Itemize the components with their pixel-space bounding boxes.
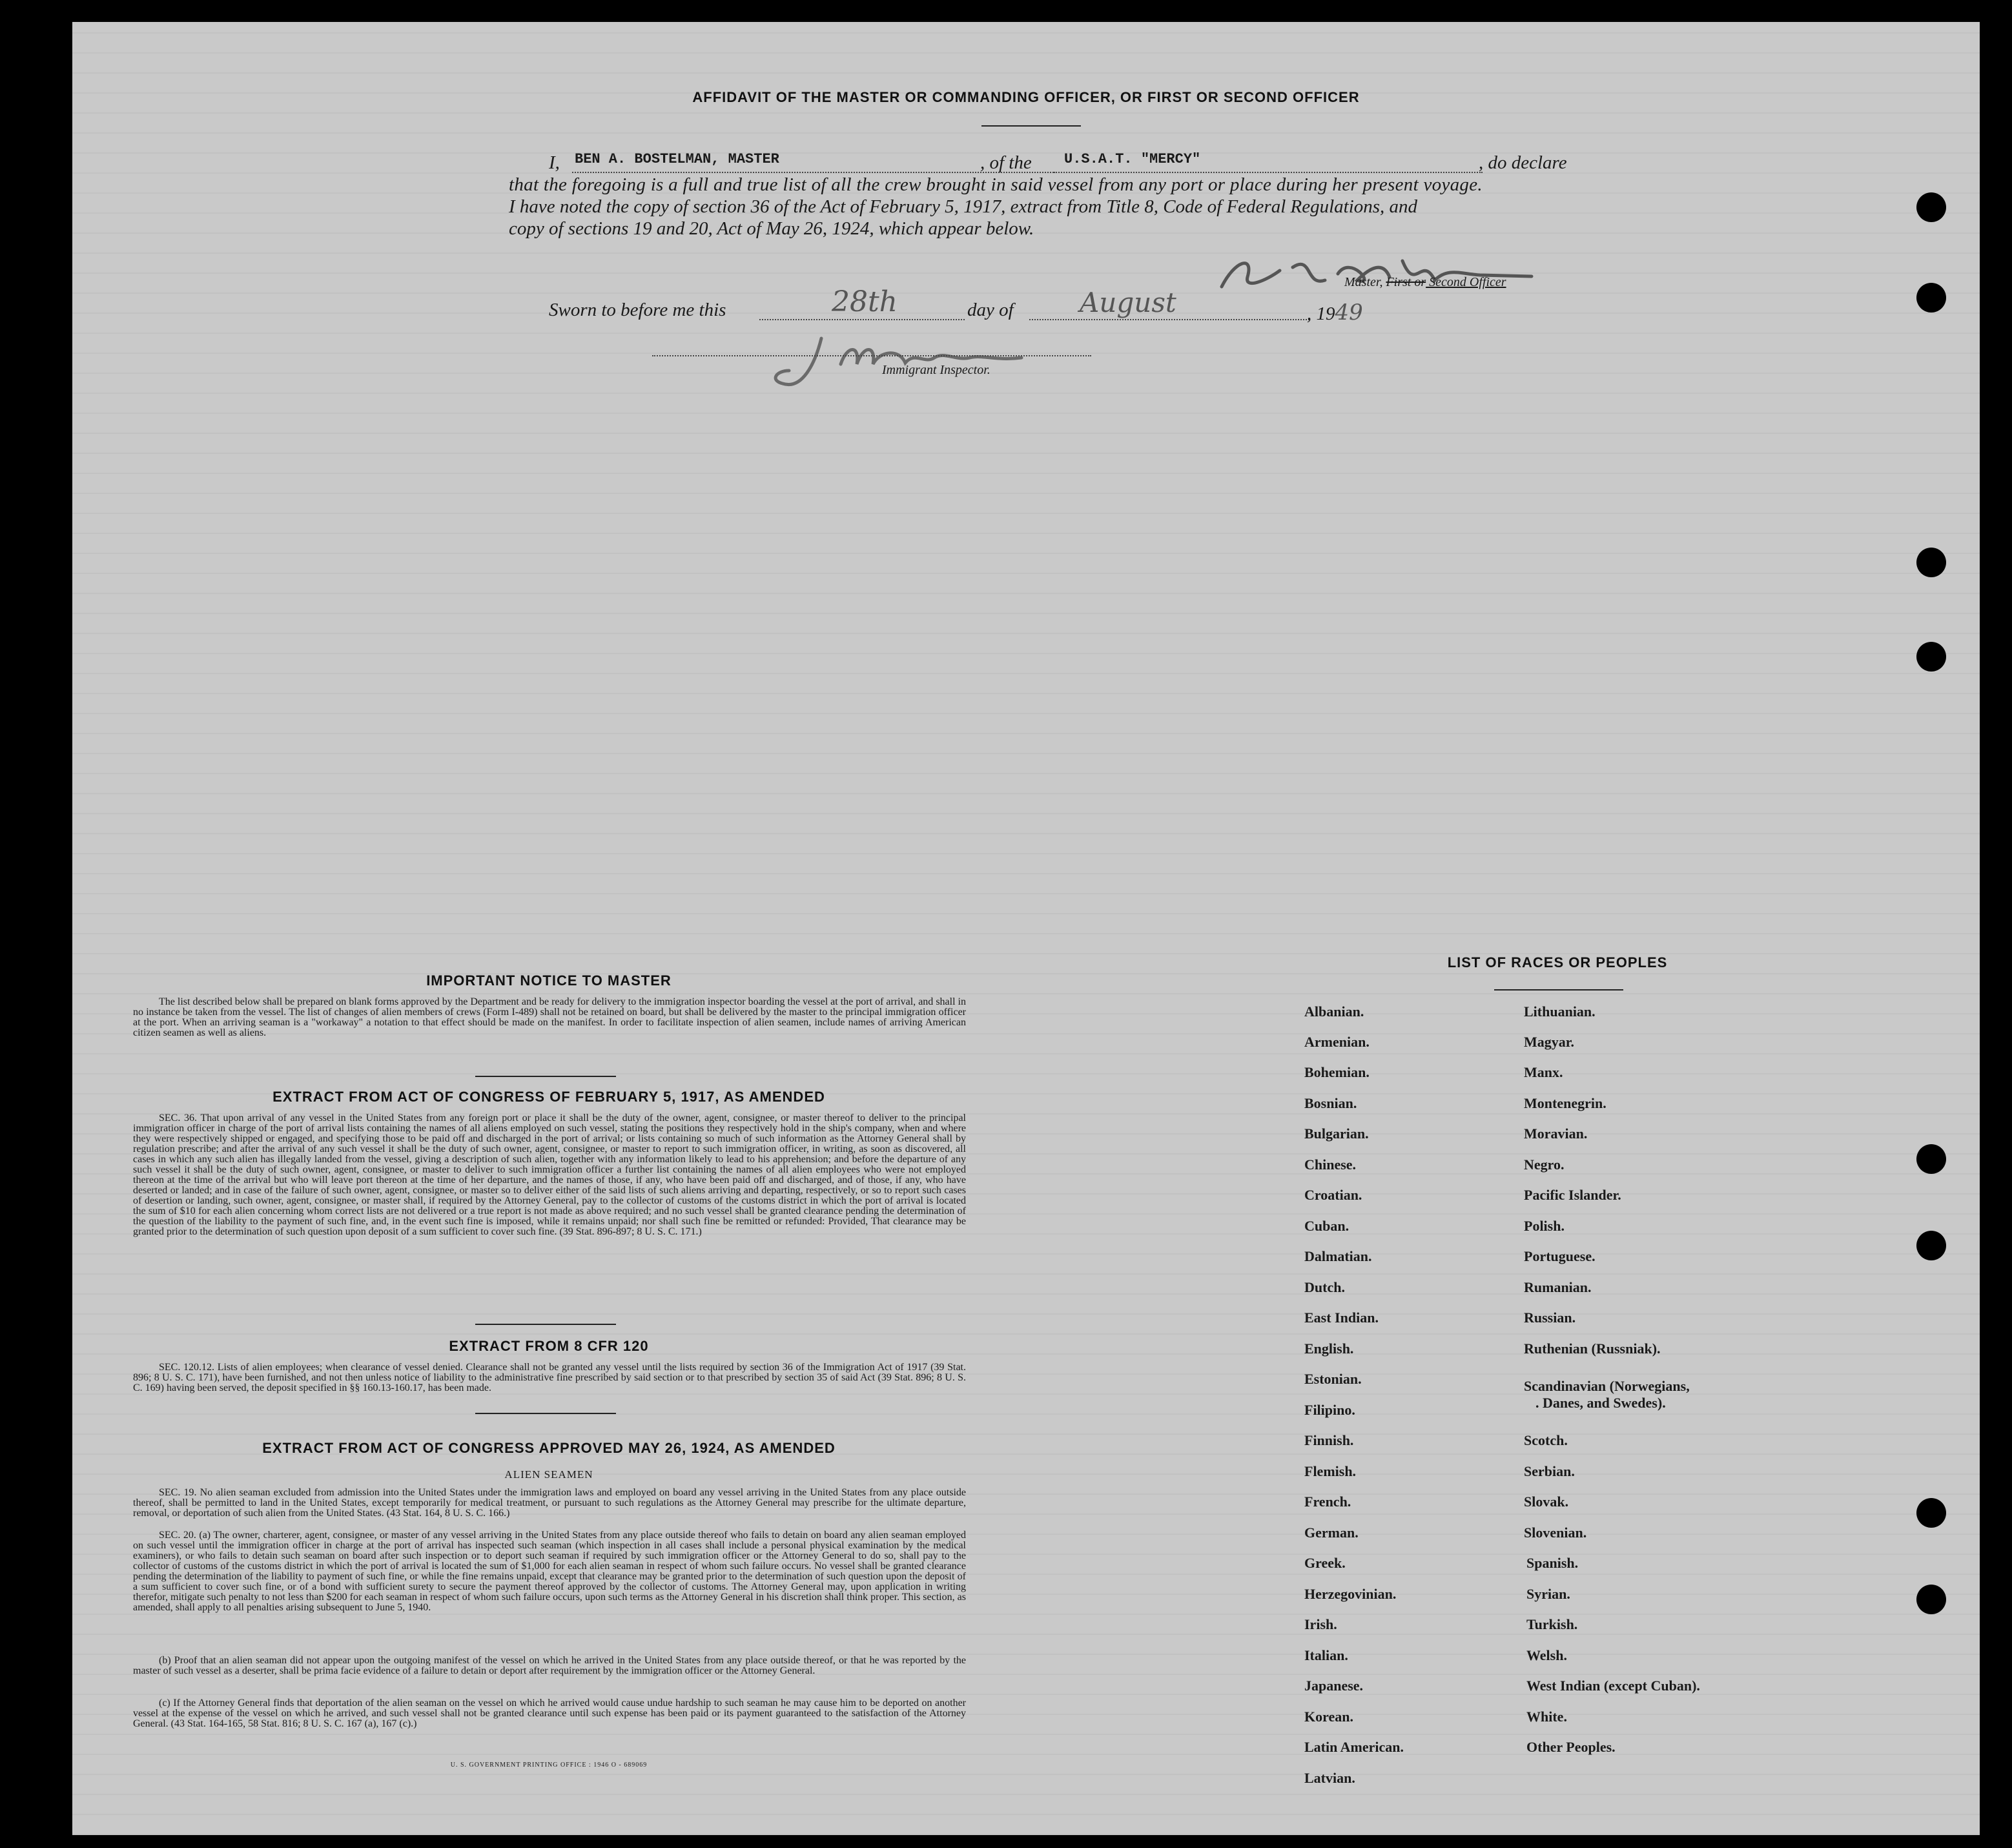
master-caption bbox=[1344, 275, 1506, 290]
race-left-item: Dutch. bbox=[1304, 1279, 1345, 1295]
notice-title: IMPORTANT NOTICE TO MASTER bbox=[426, 972, 672, 989]
race-right-item: Serbian. bbox=[1524, 1463, 1575, 1479]
extract-1924-title: EXTRACT FROM ACT OF CONGRESS APPROVED MAY 26, 1924, AS AMENDED bbox=[262, 1440, 836, 1456]
sworn-month: August bbox=[1080, 287, 1176, 318]
race-right-item: Negro. bbox=[1524, 1156, 1565, 1173]
race-left-item: Irish. bbox=[1304, 1616, 1337, 1632]
race-left-item: Cuban. bbox=[1304, 1218, 1350, 1234]
sworn-month-line bbox=[1029, 319, 1309, 320]
race-left-item: Greek. bbox=[1304, 1555, 1346, 1571]
race-left-item: Albanian. bbox=[1304, 1003, 1364, 1020]
printer-imprint: U. S. GOVERNMENT PRINTING OFFICE : 1946 O - 689069 bbox=[450, 1761, 648, 1769]
extract-1924-sec20c: (c) If the Attorney General finds that deportation of the alien seaman on the vessel on which he arrived would cause undue hardship to such seaman he may cause him to be deported on another vessel at the expense of the vessel on which he arrived, and such vessel shall not be granted clearance until such expense has been paid or its payment guaranteed to the satisfaction of the Attorney General. (43 Stat. 164-165, 58 Stat. 816; 8 U. S. C. 167 (a), 167 (c).) bbox=[133, 1698, 966, 1729]
vessel-name: U.S.A.T. "MERCY" bbox=[1064, 151, 1201, 167]
race-right-item: White. bbox=[1526, 1709, 1567, 1725]
extract-1924-sec20b: (b) Proof that an alien seaman did not appear upon the outgoing manifest of the vessel on which he arrived in the United States from any place outside thereof, or that he was reported by the master of such vessel as a deserter, shall be prima facie evidence of a failure to detain or deport after requirement by the immigration officer or the Attorney General. bbox=[133, 1655, 966, 1676]
race-right-item: Lithuanian. bbox=[1524, 1003, 1596, 1020]
extract-1917-body: SEC. 36. That upon arrival of any vessel in the United States from any foreign port or place it shall be the duty of the owner, agent, consignee, or master thereof to deliver to the principal immigration officer in charge of the port of arrival lists containing the names of all aliens employed on such vessel, stating the positions they respectively hold in the ship's company, when and where they were respectively shipped or engaged, and specifying those to be paid off and discharged in the port of arrival; or lists containing so much of such information as the Attorney General shall by regulation prescribe; and after the arrival of any such vessel it shall be the duty of such owner, agent, consignee, or master to report to such immigration officer, in writing, as soon as discovered, all cases in which any such alien has illegally landed from the vessel, giving a description of such alien, together with any information likely to lead to his apprehension; and before the departure of any such vessel it shall be the duty of such owner, agent, consignee, or master to deliver to such immigration officer a further list containing the names of all alien employees who were not employed thereon at the time of the arrival but who will leave port thereon at the time of her departure, and the names of those, if any, who have been paid off and discharged, and of those, if any, who have deserted or landed; and in case of the failure of such owner, agent, consignee, or master so to deliver either of the said lists of such aliens arriving and departing, respectively, or so to report such cases of desertion or landing, such owner, agent, consignee, or master shall, if required by the Attorney General, pay to the collector of customs of the customs district in which the port of arrival is located the sum of $10 for each alien concerning whom correct lists are not delivered or a true report is not made as above required; and no such vessel shall be granted clearance pending the determination of the question of the liability to the payment of such fine, and, in the event such fine is imposed, while it remains unpaid; nor shall such fine be remitted or refunded: Provided, That clearance may be granted prior to the determination of such question upon deposit of a sum sufficient to cover such fine. (39 Stat. 896-897; 8 U. S. C. 171.) bbox=[133, 1113, 966, 1237]
extract-1924-subtitle: ALIEN SEAMEN bbox=[504, 1468, 593, 1481]
binder-hole bbox=[1916, 1585, 1946, 1614]
extract-1917-title: EXTRACT FROM ACT OF CONGRESS OF FEBRUARY 5, 1917, AS AMENDED bbox=[272, 1089, 825, 1105]
binder-hole bbox=[1916, 1144, 1946, 1174]
race-right-item: Russian. bbox=[1524, 1309, 1576, 1326]
race-right-item: Other Peoples. bbox=[1526, 1739, 1616, 1755]
binder-hole bbox=[1916, 192, 1946, 222]
inspector-signature-line bbox=[652, 355, 1091, 356]
of-the-label: , of the bbox=[980, 152, 1032, 173]
race-right-item: Turkish. bbox=[1526, 1616, 1578, 1632]
race-right-item: Manx. bbox=[1524, 1064, 1563, 1080]
race-right-item: Moravian. bbox=[1524, 1125, 1588, 1142]
binder-hole bbox=[1916, 1231, 1946, 1260]
affidavit-i: I, bbox=[549, 152, 560, 173]
vessel-name-line bbox=[1054, 172, 1483, 173]
race-left-item: Bohemian. bbox=[1304, 1064, 1370, 1080]
affidavit-line-3: I have noted the copy of section 36 of the Act of February 5, 1917, extract from Title 8, Code of Federal Regulations, and bbox=[509, 196, 1418, 217]
master-signature bbox=[1209, 241, 1545, 300]
race-left-item: Bulgarian. bbox=[1304, 1125, 1369, 1142]
affidavit-title: AFFIDAVIT OF THE MASTER OR COMMANDING OFFICER, OR FIRST OR SECOND OFFICER bbox=[692, 89, 1360, 105]
sworn-day: 28th bbox=[832, 285, 898, 318]
divider bbox=[475, 1324, 616, 1325]
divider bbox=[475, 1076, 616, 1077]
race-right-item: Welsh. bbox=[1526, 1647, 1567, 1663]
race-right-item: Slovak. bbox=[1524, 1494, 1569, 1510]
race-left-item: Armenian. bbox=[1304, 1034, 1370, 1050]
race-right-item: Portuguese. bbox=[1524, 1248, 1596, 1264]
race-right-item: . Danes, and Swedes). bbox=[1535, 1395, 1666, 1411]
master-name: BEN A. BOSTELMAN, MASTER bbox=[575, 151, 779, 167]
race-left-item: Chinese. bbox=[1304, 1156, 1357, 1173]
race-left-item: Japanese. bbox=[1304, 1678, 1364, 1694]
race-right-item: Scotch. bbox=[1524, 1432, 1568, 1448]
race-left-item: Latvian. bbox=[1304, 1770, 1355, 1786]
inspector-caption: Immigrant Inspector. bbox=[882, 363, 991, 377]
race-left-item: Latin American. bbox=[1304, 1739, 1404, 1755]
race-left-item: Filipino. bbox=[1304, 1402, 1355, 1418]
extract-1924-sec19: SEC. 19. No alien seaman excluded from admission into the United States under the immigration laws and employed on board any vessel arriving in the United States from any place outside thereof, shall be permitted to land in the United States, except temporarily for medical treatment, or pursuant to such regulations as the Attorney General may prescribe for the ultimate departure, removal, or deportation of such alien from the United States. (43 Stat. 164, 8 U. S. C. 166.) bbox=[133, 1487, 966, 1519]
binder-hole bbox=[1916, 548, 1946, 577]
extract-cfr-title: EXTRACT FROM 8 CFR 120 bbox=[449, 1338, 649, 1354]
binder-hole bbox=[1916, 283, 1946, 313]
race-right-item: Scandinavian (Norwegians, bbox=[1524, 1378, 1690, 1394]
day-of-label: day of bbox=[967, 300, 1014, 320]
race-left-item: German. bbox=[1304, 1525, 1359, 1541]
affidavit-line-4: copy of sections 19 and 20, Act of May 26, 1924, which appear below. bbox=[509, 218, 1034, 239]
race-left-item: Herzegovinian. bbox=[1304, 1586, 1397, 1602]
master-caption-struck: First or bbox=[1386, 275, 1426, 289]
races-title: LIST OF RACES OR PEOPLES bbox=[1447, 954, 1668, 970]
race-left-item: Italian. bbox=[1304, 1647, 1348, 1663]
race-left-item: French. bbox=[1304, 1494, 1351, 1510]
race-right-item: Pacific Islander. bbox=[1524, 1187, 1621, 1203]
race-right-item: Slovenian. bbox=[1524, 1525, 1587, 1541]
race-left-item: Finnish. bbox=[1304, 1432, 1354, 1448]
race-left-item: Croatian. bbox=[1304, 1187, 1362, 1203]
race-right-item: Magyar. bbox=[1524, 1034, 1575, 1050]
do-declare-label: , do declare bbox=[1479, 152, 1567, 173]
notice-body: The list described below shall be prepared on blank forms approved by the Department and be ready for delivery to the immigration inspector boarding the vessel at the port of arrival, and shall in no instance be taken from the vessel. The list of changes of alien members of crews (Form I-489) shall not be retained on board, but shall be delivered by the master to the principal immigration officer at the port. When an arriving seaman is a "workaway" a notation to that effect should be made on the manifest. In order to facilitate inspection of alien seamen, include names of arriving American citizen seamen as well as aliens. bbox=[133, 996, 966, 1038]
document-page bbox=[72, 22, 1980, 1835]
inspector-signature bbox=[750, 325, 1047, 396]
sworn-label: Sworn to before me this bbox=[549, 300, 726, 320]
race-left-item: Korean. bbox=[1304, 1709, 1353, 1725]
binder-hole bbox=[1916, 1498, 1946, 1528]
race-right-item: Ruthenian (Russniak). bbox=[1524, 1340, 1661, 1357]
race-right-item: Montenegrin. bbox=[1524, 1095, 1607, 1111]
race-right-item: Rumanian. bbox=[1524, 1279, 1592, 1295]
binder-hole bbox=[1916, 642, 1946, 672]
extract-1924-sec20a: SEC. 20. (a) The owner, charterer, agent, consignee, or master of any vessel arriving in the United States from any place outside thereof who fails to detain on board any alien seaman employed on such vessel until the immigration officer in charge at the port of arrival has inspected such seaman (which inspection in all cases shall include a personal physical examination by the medical examiners), or who fails to detain such seaman on board after such inspection or to deport such seaman if required by such immigration officer or the Attorney General to do so, shall pay to the collector of customs of the customs district in which the port of arrival is located the sum of $1,000 for each alien seaman in respect of whom such failure occurs. No vessel shall be granted clearance pending the determination of the liability to payment of such fine, or while the fine remains unpaid, except that clearance may be granted prior to the determination of such question upon the deposit of a sum sufficient to cover such fine, or of a bond with sufficient surety to secure the payment thereof approved by the collector of customs. The Attorney General may, upon application in writing therefor, mitigate such penalty to not less than $200 for each seaman in respect of whom such failure occurs, upon such terms as the Attorney General in his discretion shall think proper. This section, as amended, shall apply to all penalties arising subsequent to June 5, 1940. bbox=[133, 1530, 966, 1613]
race-right-item: Syrian. bbox=[1526, 1586, 1570, 1602]
year-prefix: , 19 bbox=[1307, 303, 1335, 324]
master-caption-1: Master, bbox=[1344, 275, 1386, 289]
race-left-item: Bosnian. bbox=[1304, 1095, 1357, 1111]
divider bbox=[981, 125, 1081, 127]
extract-cfr-body: SEC. 120.12. Lists of alien employees; when clearance of vessel denied. Clearance shall not be granted any vessel until the lists required by section 36 of the Immigration Act of 1917 (39 Stat. 896; 8 U. S. C. 171), have been furnished, and not then unless notice of liability to the administrative fine prescribed by said section or to that prescribed by section 35 of said Act (39 Stat. 896; 8 U. S. C. 169) having been served, the deposit specified in §§ 160.13-160.17, has been made. bbox=[133, 1362, 966, 1393]
race-left-item: East Indian. bbox=[1304, 1309, 1379, 1326]
year-label bbox=[1307, 300, 1363, 325]
race-right-item: Spanish. bbox=[1526, 1555, 1579, 1571]
race-left-item: Dalmatian. bbox=[1304, 1248, 1372, 1264]
divider bbox=[475, 1413, 616, 1414]
divider bbox=[1494, 989, 1623, 991]
race-left-item: Flemish. bbox=[1304, 1463, 1357, 1479]
race-left-item: Estonian. bbox=[1304, 1371, 1362, 1387]
race-right-item: Polish. bbox=[1524, 1218, 1565, 1234]
affidavit-line-2: that the foregoing is a full and true list of all the crew brought in said vessel from any port or place during her present voyage. bbox=[509, 174, 1483, 195]
master-caption-2: Second Officer bbox=[1426, 275, 1506, 289]
race-right-item: West Indian (except Cuban). bbox=[1526, 1678, 1700, 1694]
race-left-item: English. bbox=[1304, 1340, 1354, 1357]
year-suffix: 49 bbox=[1335, 300, 1363, 325]
sworn-day-line bbox=[759, 319, 965, 320]
